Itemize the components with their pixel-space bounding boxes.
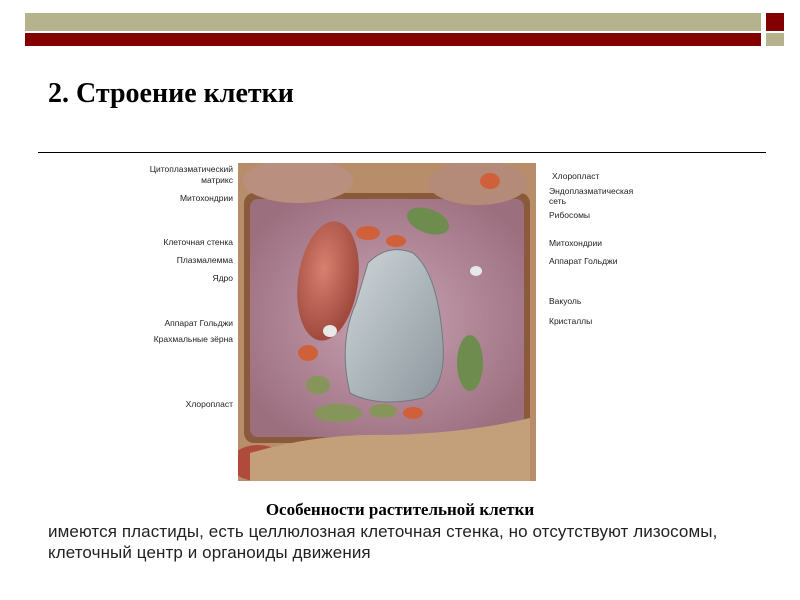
label-cytoplasmic-matrix-2: матрикс — [201, 175, 233, 185]
corner-square-olive — [766, 33, 784, 46]
title-divider — [38, 152, 766, 153]
label-golgi-left: Аппарат Гольджи — [164, 318, 233, 328]
mitochondrion — [298, 345, 318, 361]
label-mitochondria-left: Митохондрии — [179, 193, 233, 203]
label-vacuole: Вакуоль — [549, 296, 582, 306]
label-golgi-right: Аппарат Гольджи — [549, 256, 618, 266]
neighbor-cell — [428, 163, 528, 205]
body-text: имеются пластиды, есть целлюлозная клеточная стенка, но отсутствуют лизосомы, клеточный центр и органоиды движения — [48, 522, 718, 562]
label-er: Эндоплазматическая — [549, 186, 634, 196]
chloroplast — [306, 376, 330, 394]
plant-cell-illustration — [238, 163, 536, 481]
starch-grain — [470, 266, 482, 276]
corner-square-red — [766, 13, 784, 31]
chloroplast — [314, 404, 362, 422]
slide-title: 2. Строение клетки — [48, 78, 294, 109]
label-chloroplast-left: Хлоропласт — [185, 399, 233, 409]
mitochondrion — [480, 173, 500, 189]
label-plasmalemma: Плазмалемма — [176, 255, 233, 265]
mitochondrion — [386, 235, 406, 247]
label-ribosomes: Рибосомы — [549, 210, 591, 220]
mitochondrion — [403, 407, 423, 419]
label-cell-wall: Клеточная стенка — [163, 237, 233, 247]
starch-grain — [323, 325, 337, 337]
chloroplast — [457, 335, 483, 391]
label-mitochondria-right: Митохондрии — [549, 238, 603, 248]
label-nucleus: Ядро — [212, 273, 233, 283]
label-crystals: Кристаллы — [549, 316, 593, 326]
header-bar-red — [25, 33, 761, 46]
mitochondrion — [356, 226, 380, 240]
chloroplast — [369, 404, 397, 418]
header-bar-olive — [25, 13, 761, 31]
label-er-2: сеть — [549, 196, 567, 206]
label-cytoplasmic-matrix: Цитоплазматический — [149, 164, 233, 174]
label-starch-grains: Крахмальные зёрна — [153, 334, 233, 344]
label-chloroplast-right: Хлоропласт — [552, 171, 600, 181]
subheading: Особенности растительной клетки — [265, 500, 535, 519]
